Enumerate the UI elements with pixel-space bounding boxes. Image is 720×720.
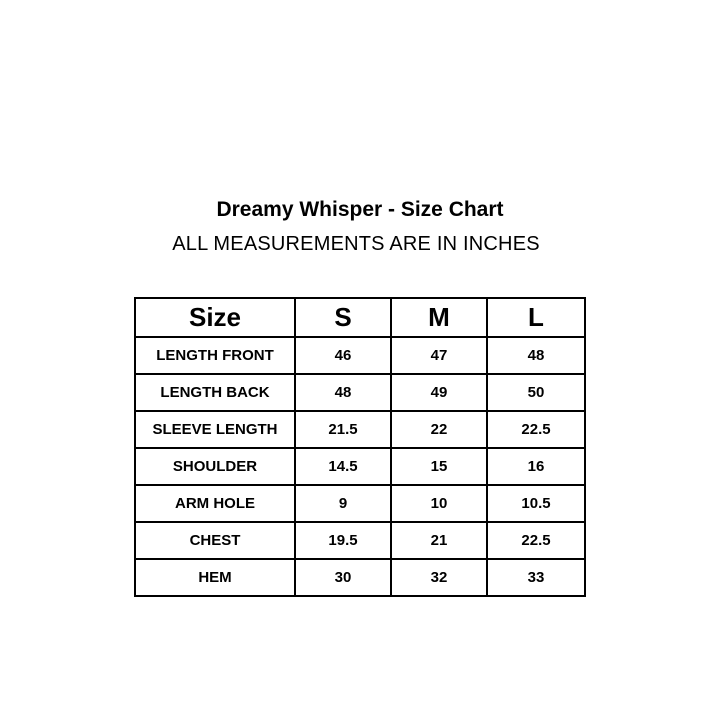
table-row (135, 337, 585, 374)
column-header-l: L (487, 298, 585, 337)
cell-s: 19.5 (295, 522, 391, 559)
row-label: LENGTH BACK (135, 374, 295, 411)
table-header-row (135, 298, 585, 337)
row-label: SHOULDER (135, 448, 295, 485)
row-label: CHEST (135, 522, 295, 559)
cell-m: 32 (391, 559, 487, 596)
table-row (135, 411, 585, 448)
row-label: SLEEVE LENGTH (135, 411, 295, 448)
measurement-note: ALL MEASUREMENTS ARE IN INCHES (172, 233, 540, 255)
cell-s: 48 (295, 374, 391, 411)
column-header-s: S (295, 298, 391, 337)
table-row (135, 448, 585, 485)
cell-m: 21 (391, 522, 487, 559)
cell-s: 9 (295, 485, 391, 522)
cell-m: 47 (391, 337, 487, 374)
table-row (135, 559, 585, 596)
table-row (135, 485, 585, 522)
cell-l: 48 (487, 337, 585, 374)
cell-l: 33 (487, 559, 585, 596)
cell-l: 10.5 (487, 485, 585, 522)
cell-l: 50 (487, 374, 585, 411)
column-header-m: M (391, 298, 487, 337)
cell-l: 22.5 (487, 411, 585, 448)
cell-s: 21.5 (295, 411, 391, 448)
row-label: LENGTH FRONT (135, 337, 295, 374)
column-header-size: Size (135, 298, 295, 337)
size-chart-table (134, 297, 586, 597)
cell-m: 15 (391, 448, 487, 485)
cell-s: 14.5 (295, 448, 391, 485)
cell-m: 22 (391, 411, 487, 448)
cell-s: 30 (295, 559, 391, 596)
table-row (135, 522, 585, 559)
cell-l: 22.5 (487, 522, 585, 559)
cell-m: 49 (391, 374, 487, 411)
cell-s: 46 (295, 337, 391, 374)
cell-l: 16 (487, 448, 585, 485)
table-row (135, 374, 585, 411)
row-label: HEM (135, 559, 295, 596)
page-title: Dreamy Whisper - Size Chart (216, 198, 504, 221)
row-label: ARM HOLE (135, 485, 295, 522)
cell-m: 10 (391, 485, 487, 522)
